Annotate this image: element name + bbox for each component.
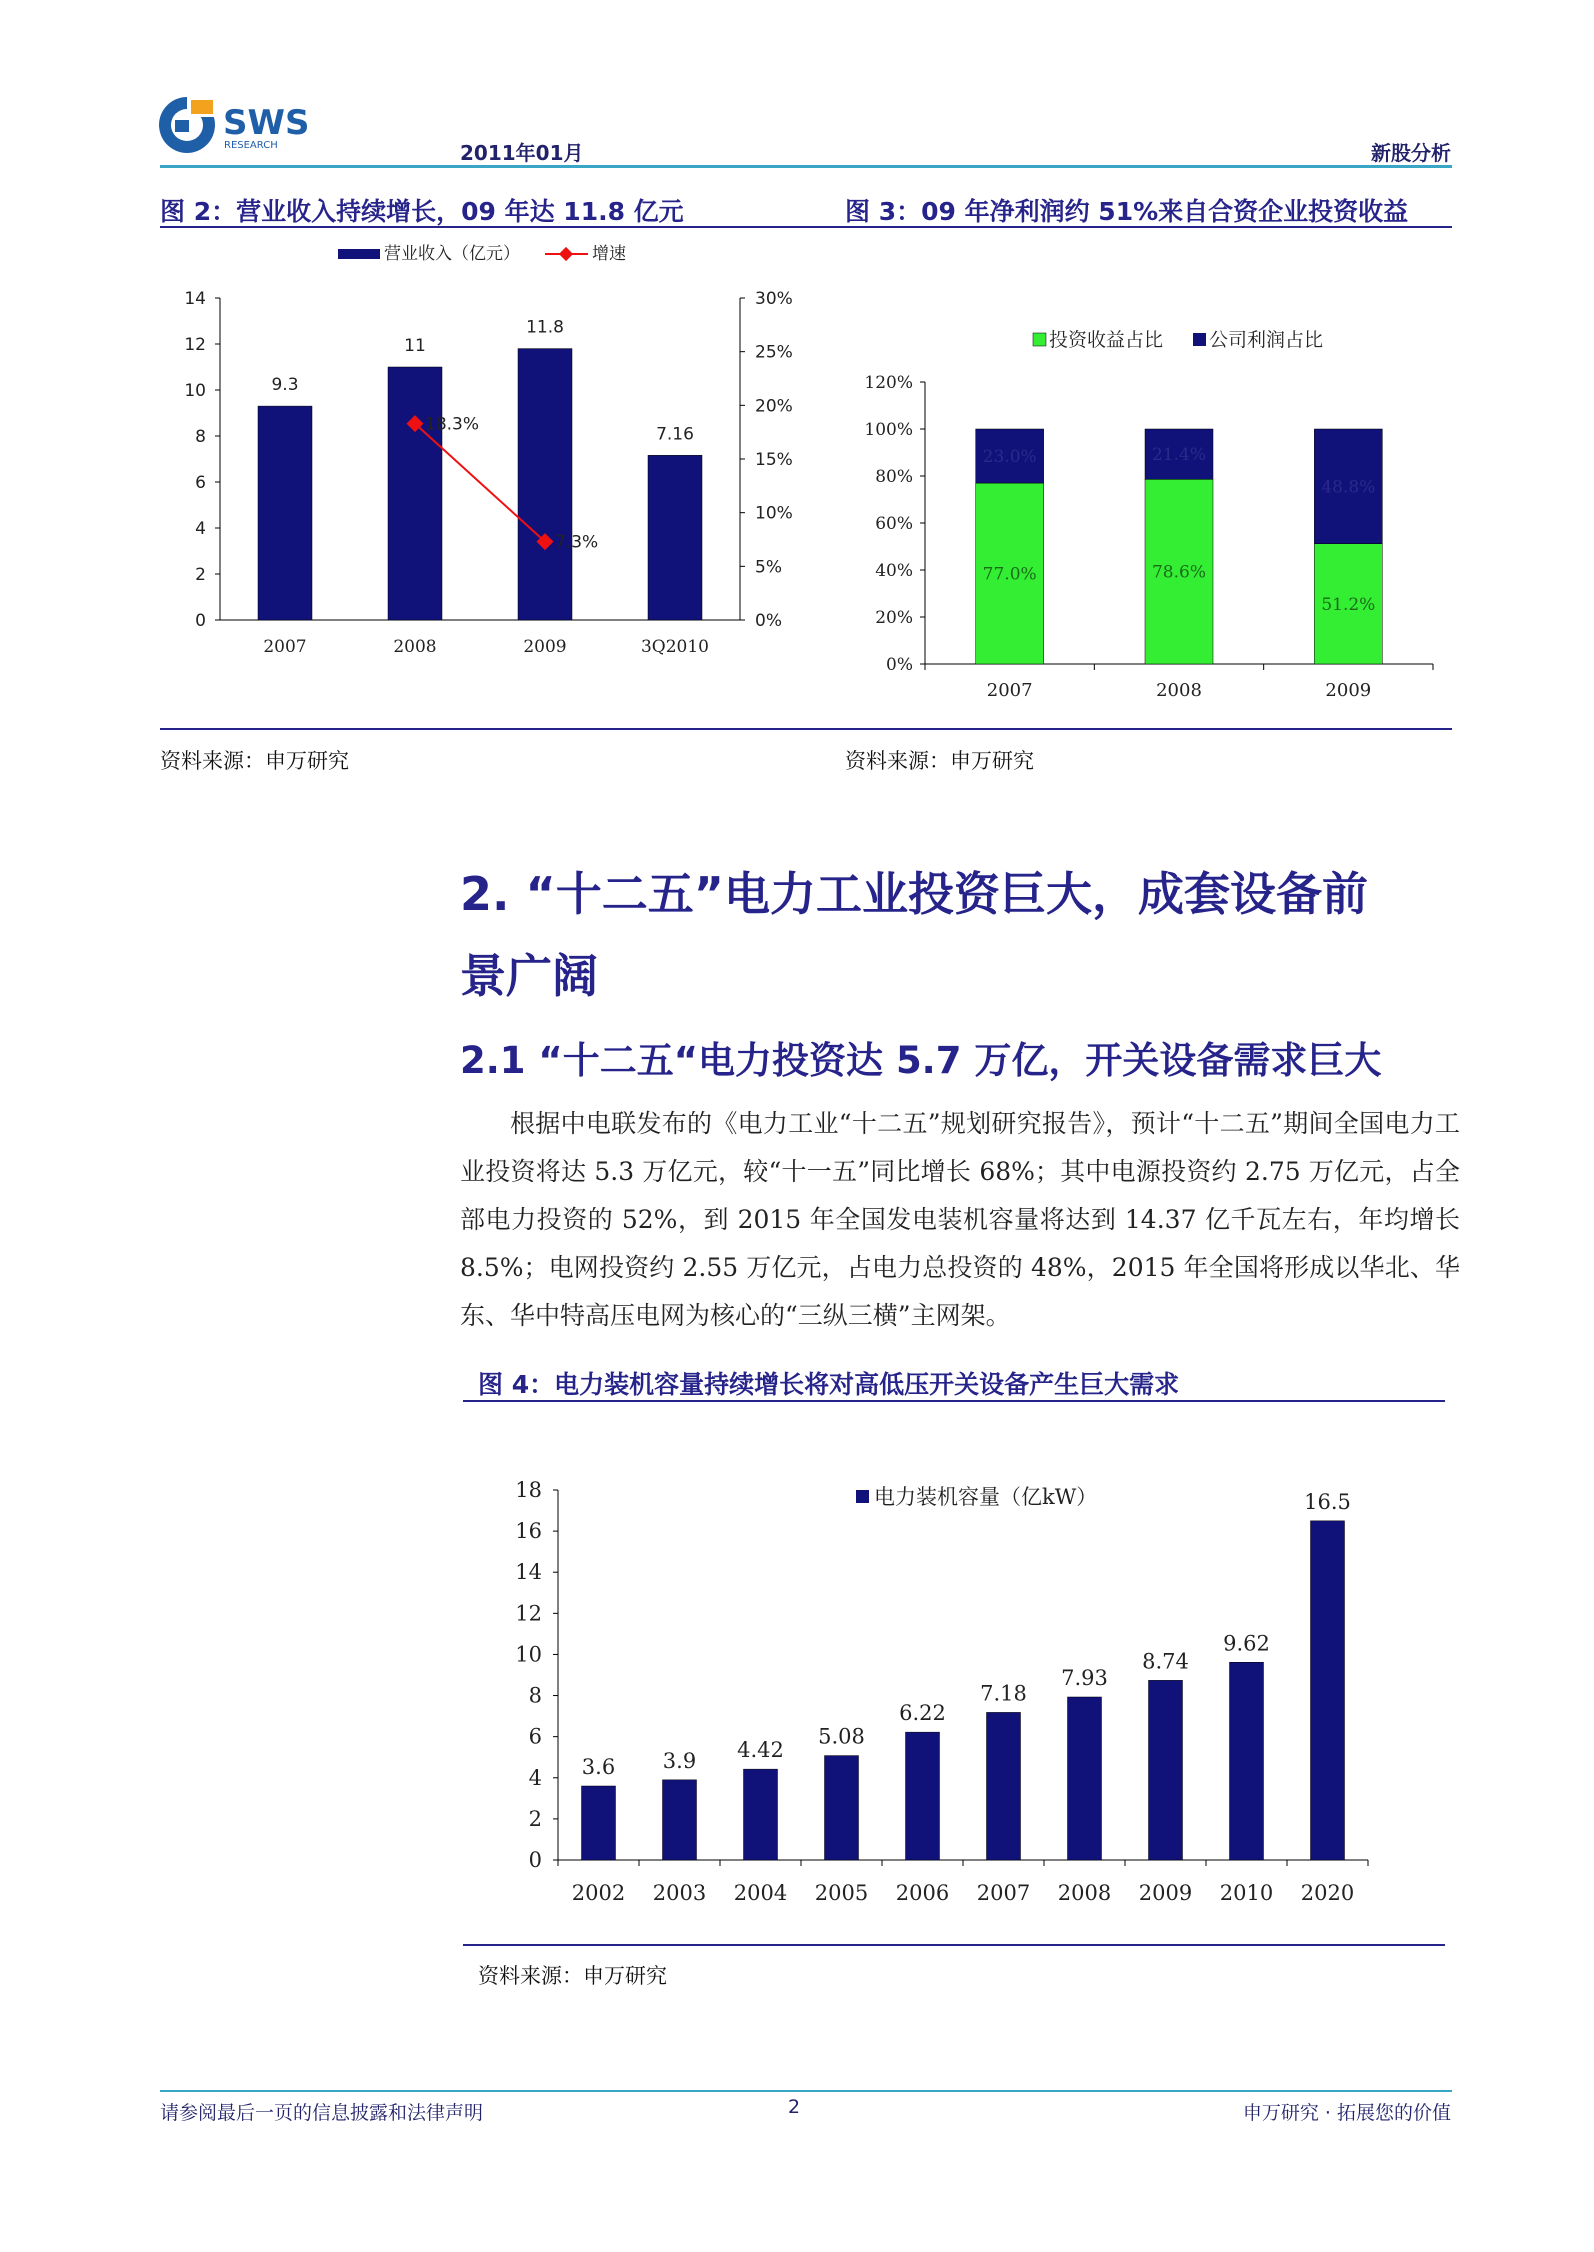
y-tick-label: 10	[515, 1642, 542, 1667]
x-tick-label: 2004	[733, 1881, 788, 1905]
revenue-bar-label: 9.3	[271, 375, 299, 396]
sws-logo	[155, 90, 325, 160]
x-tick-label: 2003	[652, 1881, 707, 1905]
capacity-bar-label: 16.5	[1304, 1489, 1351, 1514]
y-tick-label-left: 6	[195, 473, 206, 493]
x-tick-label: 2007	[986, 680, 1033, 701]
capacity-bar	[663, 1780, 697, 1860]
capacity-bar	[825, 1756, 859, 1860]
y-tick-label: 120%	[864, 373, 913, 393]
footer-disclaimer: 请参阅最后一页的信息披露和法律声明	[160, 2102, 484, 2124]
capacity-bar-label: 8.74	[1142, 1649, 1189, 1674]
figure4-title: 图 4：电力装机容量持续增长将对高低压开关设备产生巨大需求	[478, 1370, 1180, 1399]
x-tick-label: 2020	[1300, 1881, 1355, 1905]
revenue-bar-label: 11.8	[526, 317, 564, 338]
y-tick-label-right: 30%	[755, 289, 793, 309]
x-tick-label: 2009	[523, 637, 567, 657]
capacity-bar-label: 4.42	[737, 1738, 784, 1763]
capacity-bar	[744, 1769, 778, 1860]
figure2-title-rule	[160, 226, 845, 228]
revenue-bar	[388, 367, 442, 620]
y-tick-label-right: 25%	[755, 342, 793, 363]
figure4-bottom-rule	[463, 1944, 1445, 1946]
y-tick-label: 2	[528, 1806, 542, 1831]
y-tick-label: 0%	[886, 655, 913, 675]
x-tick-label: 2008	[1156, 680, 1202, 701]
capacity-bar	[1230, 1662, 1264, 1860]
installed-capacity-chart	[463, 1460, 1445, 1920]
legend-label-investment: 投资收益占比	[1049, 329, 1164, 351]
company-share-label: 23.0%	[982, 447, 1037, 468]
legend-label-company: 公司利润占比	[1209, 329, 1324, 351]
growth-label: 18.3%	[425, 414, 480, 435]
x-tick-label: 2009	[1325, 680, 1372, 701]
figure4-source: 资料来源：申万研究	[478, 1964, 667, 1988]
section2-heading-line2: 景广阔	[460, 949, 598, 1003]
y-tick-label-left: 0	[195, 611, 206, 631]
capacity-bar-label: 9.62	[1223, 1631, 1270, 1656]
y-tick-label: 80%	[875, 467, 913, 487]
y-tick-label: 16	[515, 1519, 542, 1544]
capacity-bar	[582, 1786, 616, 1860]
x-tick-label: 2002	[571, 1881, 626, 1905]
profit-mix-chart	[845, 232, 1452, 712]
y-tick-label: 6	[528, 1724, 542, 1749]
legend-label-revenue: 营业收入（亿元）	[384, 244, 520, 264]
y-tick-label-right: 0%	[755, 611, 782, 631]
y-tick-label-left: 14	[184, 289, 206, 309]
legend-swatch-revenue	[338, 249, 380, 259]
capacity-bar-label: 6.22	[899, 1701, 946, 1726]
y-tick-label: 100%	[864, 420, 913, 440]
y-tick-label-left: 2	[195, 565, 206, 585]
legend-label-capacity: 电力装机容量（亿kW）	[874, 1485, 1098, 1509]
revenue-bar	[518, 349, 572, 620]
y-tick-label-right: 10%	[755, 503, 793, 524]
x-tick-label: 2006	[895, 1881, 950, 1905]
revenue-bar-label: 7.16	[656, 424, 694, 445]
body-text	[460, 1100, 1460, 1340]
y-tick-label: 8	[528, 1683, 542, 1708]
revenue-bar	[258, 406, 312, 620]
x-tick-label: 2008	[1057, 1881, 1112, 1905]
y-tick-label: 0	[528, 1848, 542, 1872]
investment-share-label: 51.2%	[1321, 594, 1376, 615]
y-tick-label: 12	[515, 1601, 542, 1626]
capacity-bar-label: 3.6	[581, 1755, 616, 1779]
svg-text:SWS: SWS	[223, 103, 310, 143]
x-tick-label: 2007	[263, 637, 307, 657]
y-tick-label-left: 12	[184, 335, 206, 355]
legend-label-growth: 增速	[592, 244, 626, 264]
figure3-title: 图 3：09 年净利润约 51%来自合资企业投资收益	[845, 197, 1409, 226]
section2-heading-line1: 2. “十二五”电力工业投资巨大，成套设备前	[460, 867, 1368, 921]
capacity-bar	[1149, 1680, 1183, 1860]
y-tick-label: 14	[515, 1560, 542, 1585]
figure3-title-rule	[845, 226, 1452, 228]
capacity-bar	[987, 1712, 1021, 1860]
capacity-bar	[1068, 1697, 1102, 1860]
y-tick-label-right: 15%	[755, 450, 793, 470]
y-tick-label-right: 5%	[755, 557, 782, 578]
report-date: 2011年01月	[460, 141, 584, 165]
legend-swatch-investment	[1033, 333, 1046, 346]
x-tick-label: 2007	[976, 1881, 1031, 1905]
capacity-bar-label: 5.08	[818, 1724, 865, 1749]
y-tick-label: 40%	[875, 561, 913, 581]
x-tick-label: 3Q2010	[640, 637, 710, 657]
capacity-bar-label: 3.9	[662, 1748, 697, 1773]
body-paragraph: 根据中电联发布的《电力工业“十二五”规划研究报告》，预计“十二五”期间全国电力工业投资将达 5.3 万亿元，较“十一五”同比增长 68%；其中电源投资约 2.75 万亿元，占全部电力投资的 52%，到 2015 年全国发电装机容量将达到 14.37 亿千瓦左右，年均增长 8.5%；电网投资约 2.55 万亿元，占电力总投资的 48%，2015 年全国将形成以华北、华东、华中特高压电网为核心的“三纵三横”主网架。	[460, 1109, 1460, 1330]
y-tick-label-left: 8	[195, 427, 206, 447]
investment-share-label: 77.0%	[982, 564, 1037, 585]
page-number: 2	[788, 2096, 801, 2118]
legend-swatch-company	[1193, 333, 1206, 346]
y-tick-label-left: 4	[195, 519, 206, 539]
y-tick-label: 60%	[875, 514, 913, 534]
capacity-bar-label: 7.18	[980, 1681, 1027, 1706]
x-tick-label: 2005	[814, 1881, 869, 1905]
y-tick-label-left: 10	[184, 381, 206, 401]
figure3-source: 资料来源：申万研究	[845, 749, 1034, 773]
investment-share-label: 78.6%	[1151, 562, 1207, 583]
section21-heading: 2.1 “十二五“电力投资达 5.7 万亿，开关设备需求巨大	[460, 1039, 1382, 1082]
y-tick-label: 20%	[875, 608, 913, 628]
figure2-title: 图 2：营业收入持续增长，09 年达 11.8 亿元	[160, 197, 684, 226]
y-tick-label-right: 20%	[755, 396, 793, 417]
y-tick-label: 18	[515, 1478, 542, 1502]
figures-bottom-rule	[160, 728, 1452, 730]
footer-slogan: 申万研究 · 拓展您的价值	[1242, 2102, 1451, 2124]
figure2-source: 资料来源：申万研究	[160, 749, 349, 773]
report-category: 新股分析	[1371, 141, 1451, 165]
capacity-bar	[906, 1732, 940, 1860]
footer-rule	[160, 2090, 1452, 2092]
y-tick-label: 4	[528, 1765, 542, 1790]
x-tick-label: 2009	[1138, 1881, 1193, 1905]
svg-text:RESEARCH: RESEARCH	[224, 140, 278, 151]
header-rule	[160, 165, 1452, 168]
revenue-bar	[648, 455, 702, 620]
capacity-bar-label: 7.93	[1061, 1665, 1108, 1690]
revenue-bar-label: 11	[404, 336, 426, 356]
growth-label: 7.3%	[555, 532, 599, 553]
company-share-label: 48.8%	[1321, 477, 1376, 498]
legend-marker-growth	[559, 247, 573, 261]
capacity-bar	[1311, 1521, 1345, 1860]
revenue-chart	[160, 232, 820, 672]
figure4-title-rule	[463, 1400, 1445, 1402]
company-share-label: 21.4%	[1151, 445, 1207, 466]
x-tick-label: 2008	[393, 637, 437, 657]
legend-swatch-capacity	[856, 1490, 869, 1503]
x-tick-label: 2010	[1219, 1881, 1274, 1905]
